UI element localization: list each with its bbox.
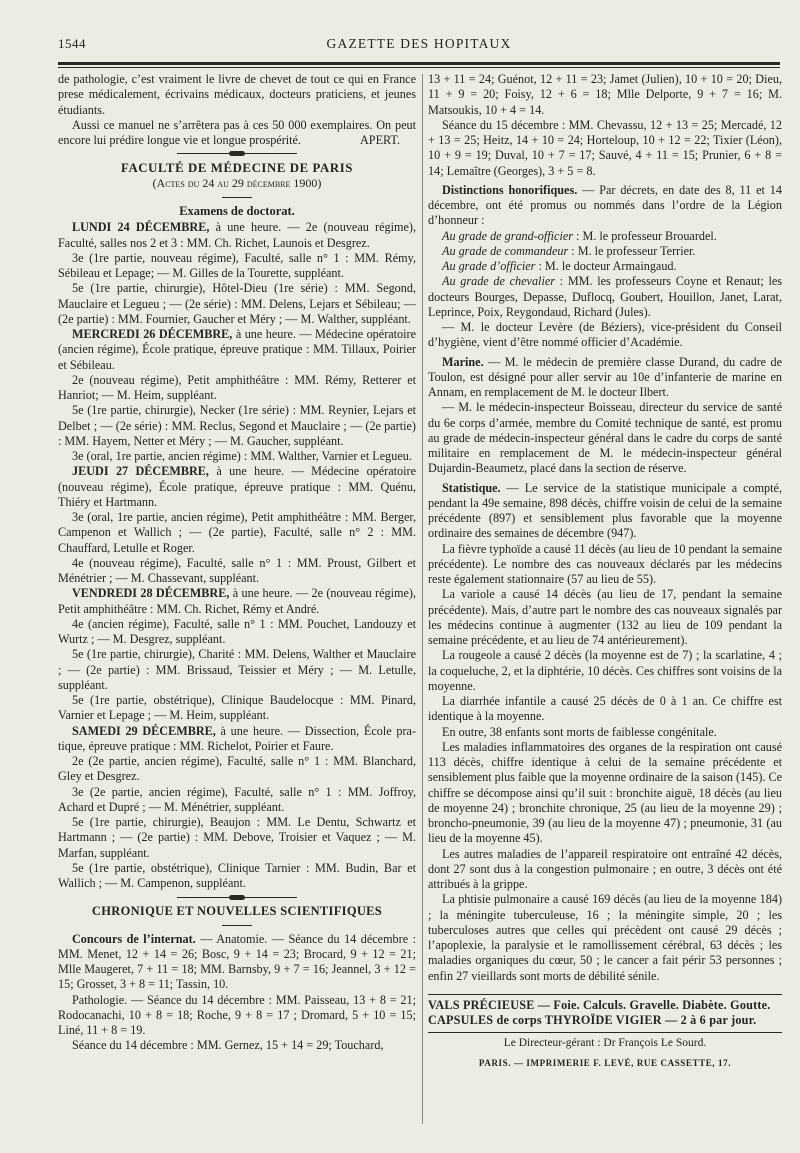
exam-entry: 5e (1re partie, obstétrique), Clinique Tarnier : MM. Budin, Bar et Wallich ; — M. Campenon, suppléant. bbox=[58, 860, 416, 890]
news-heading: Concours de l’internat. bbox=[72, 931, 196, 946]
advertisement-vals: VALS PRÉCIEUSE — Foie. Calculs. Gravelle. Diabète. Goutte. bbox=[428, 997, 771, 1012]
paragraph: — M. le docteur Levère (de Béziers), vice-président du Conseil d’hygiène, vient d’être nommé officier d’Académie. bbox=[428, 320, 782, 350]
paragraph: 13 + 11 = 24; Guénot, 12 + 11 = 23; Jamet (Julien), 10 + 10 = 20; Dieu, 11 + 9 = 20; Foisy, 12 + 6 = 18; Mlle Delporte, 9 + 7 = 16; M. Matsoukis, 10 + 4 = 14. bbox=[428, 72, 782, 117]
section-separator bbox=[177, 897, 297, 898]
news-text: — M. le médecin de première classe Durand, du cadre de Toulon, est désigné pour aller servir au 10e d’infanterie de marine en Annam, en remplacement de M. le docteur Ilbert. bbox=[428, 354, 782, 399]
paragraph: La diarrhée infantile a causé 25 décès de 0 à 1 an. Ce chiffre est identique à la moyenne. bbox=[428, 694, 782, 724]
exam-entry: 5e (1re partie, obstétrique), Clinique Baudelocque : MM. Pinard, Varnier et Lepage ; — M. Heim, suppléant. bbox=[58, 693, 416, 723]
honor-line bbox=[428, 259, 782, 274]
honor-line bbox=[428, 244, 782, 259]
faculty-dates: (Actes du 24 au 29 décembre 1900) bbox=[152, 175, 322, 190]
exam-entry: 5e (1re partie, chirurgie), Beaujon : MM. Le Dentu, Schwartz et Hartmann ; — (2e partie) : MM. Debove, Troisier et Vaquez ; — M. Marfan, suppléant. bbox=[58, 815, 416, 860]
news-item bbox=[428, 183, 782, 229]
news-item bbox=[428, 481, 782, 542]
exams-heading: Examens de doctorat. bbox=[179, 204, 295, 218]
honor-line bbox=[428, 229, 782, 244]
entry-text: à une heure. — Dissection, École pratique, épreuve pratique : MM. Richelot, Poirier et Faure. bbox=[58, 723, 416, 753]
short-rule bbox=[222, 197, 252, 198]
paragraph: La variole a causé 14 décès (au lieu de 17, pendant la semaine précédente). Mais, d’autre part le nombre des cas nouveaux signalés par les médecins continue à augmenter (132 au lieu de 109 pendant la semaine précédente, et au lieu de 74 antérieurement). bbox=[428, 587, 782, 647]
paragraph: — M. le médecin-inspecteur Boisseau, directeur du service de santé du 6e corps d’armée, membre du Comité technique de santé, est promu au grade de médecin-inspecteur général dans le cadre du corps de santé militaire en remplacement de M. le médecin-inspecteur général Dujardin-Beaumetz, placé dans la section de réserve. bbox=[428, 400, 782, 476]
honor-line bbox=[428, 274, 782, 320]
grade-label: Au grade d’officier bbox=[442, 259, 536, 273]
header-rule-thick bbox=[58, 62, 780, 65]
news-heading: Marine. bbox=[442, 354, 484, 369]
news-heading: Distinctions honorifiques. bbox=[442, 182, 578, 197]
grade-label: Au grade de grand-officier bbox=[442, 228, 573, 243]
exam-entry: 2e (2e partie, ancien régime), Faculté, salle n° 1 : MM. Blanchard, Gley et Desgrez. bbox=[58, 754, 416, 784]
entry-text: à une heure. — 2e (nouveau régime), Faculté, salles nos 2 et 3 : MM. Ch. Richet, Launois et Desgrez. bbox=[58, 220, 416, 250]
left-column bbox=[58, 72, 416, 1054]
paragraph: La rougeole a causé 2 décès (la moyenne est de 7) ; la scarlatine, 4 ; la coqueluche, 2, et la diphtérie, 10 décès. Ces chiffres sont voisins de la moyenne. bbox=[428, 648, 782, 693]
day-heading: VENDREDI 28 DÉCEMBRE, bbox=[72, 586, 230, 601]
short-rule bbox=[222, 925, 252, 926]
section-separator bbox=[177, 153, 297, 154]
paragraph: Aussi ce manuel ne s’arrêtera pas à ces 50 000 exemplaires. On peut encore lui prédire longue vie et longue prospérité. bbox=[58, 117, 416, 147]
exam-entry bbox=[58, 220, 416, 251]
grade-text: : MM. les professeurs Coyne et Renaut; les docteurs Bourges, Depasse, Duflocq, Goubert, Houillon, Janet, Larat, Leprince, Poix, Reygondaud, Richard (Jules). bbox=[428, 274, 782, 319]
news-item bbox=[58, 932, 416, 993]
news-text: — Anatomie. — Séance du 14 décembre : MM. Menet, 12 + 14 = 26; Bosc, 9 + 14 = 23; Brocard, 9 + 12 = 21; Mlle Maugeret, 7 + 11 = 18; MM. Barnsby, 9 + 7 = 16; Jeannel, 3 + 12 = 15; Grosset, 3 + 8 = 11; Tassin, 10. bbox=[58, 931, 416, 992]
grade-text: : M. le docteur Armaingaud. bbox=[535, 259, 677, 273]
exam-entry: 3e (oral, 1re partie, ancien régime), Petit amphithéâtre : MM. Berger, Campenon et Wallich ; — (2e partie), Faculté, salle n° 2 : MM. Chauffard, Letulle et Roger. bbox=[58, 510, 416, 555]
exam-entry: 3e (2e partie, ancien régime), Faculté, salle n° 1 : MM. Joffroy, Achard et Dupré ; — M. Ménétrier, suppléant. bbox=[58, 784, 416, 814]
exam-entry: 3e (1re partie, nouveau régime), Faculté, salle n° 1 : MM. Rémy, Sébileau et Lepage; — M. Gilles de la Tourette, suppléant. bbox=[58, 250, 416, 280]
paragraph: Les maladies inflammatoires des organes de la respiration ont causé 113 décès, chiffre identique à celui de la semaine précédente et sensiblement plus faible que la moyenne ordinaire de la saison (145). Ce chiffre se décompose ainsi qu’il suit : bronchite aiguë, 18 décès (au lieu de moyenne 24) ; bronchite chronique, 25 (au lieu de la moyenne 29) ; broncho-pneumonie, 39 (au lieu de la moyenne 47) ; pneumonie, 31 (au lieu de la moyenne 45). bbox=[428, 739, 783, 846]
printer-imprint: PARIS. — IMPRIMERIE F. LEVÉ, RUE CASSETTE, 17. bbox=[478, 1057, 732, 1068]
paragraph: de pathologie, c’est vraiment le livre de chevet de tout ce qui en France prese médicalement, écrivains médicaux, docteurs praticiens, et jeunes étudiants. bbox=[58, 72, 416, 117]
column-divider bbox=[422, 74, 423, 1124]
entry-text: à une heure. — 2e (nouveau régime), Petit amphithéâtre : MM. Ch. Richet, Rémy et André. bbox=[58, 586, 416, 616]
day-heading: MERCREDI 26 DÉCEMBRE, bbox=[72, 327, 233, 341]
exam-entry: 4e (nouveau régime), Faculté, salle n° 1 : MM. Proust, Gilbert et Ménétrier ; — M. Chassevant, suppléant. bbox=[58, 555, 416, 585]
news-heading: Statistique. bbox=[442, 480, 501, 495]
news-item: Pathologie. — Séance du 14 décembre : MM. Paisseau, 13 + 8 = 21; Rodocanachi, 10 + 8 = 18; Roche, 9 + 8 = 17 ; Dromard, 5 + 10 = 15; Liné, 11 + 8 = 19. bbox=[58, 992, 416, 1037]
exam-entry: 2e (nouveau régime), Petit amphithéâtre : MM. Rémy, Retterer et Hanriot; — M. Heim, suppléant. bbox=[58, 372, 416, 402]
page-header bbox=[58, 36, 780, 58]
grade-text: : M. le professeur Brouardel. bbox=[573, 228, 717, 243]
author-signature: APERT. bbox=[359, 133, 400, 148]
entry-text: à une heure. — Médecine opératoire (nouveau régime), École pratique, épreuve pratique : MM. Quénu, Thiéry et Hartmann. bbox=[58, 464, 416, 509]
journal-title: GAZETTE DES HOPITAUX bbox=[326, 36, 512, 51]
ad-rule bbox=[428, 994, 782, 995]
chronicle-heading: CHRONIQUE ET NOUVELLES SCIENTIFIQUES bbox=[91, 904, 383, 919]
day-heading: JEUDI 27 DÉCEMBRE, bbox=[72, 464, 209, 479]
paragraph: La phtisie pulmonaire a causé 169 décès (au lieu de la moyenne 184) ; la méningite tuberculeuse, 16 ; la méningite simple, 20 ; les tuberculoses autres que celles qui précèdent ont causé 29 décès ; l’apoplexie, la paralysie et le ramollissement cérébral, 63 décès ; les maladies organiques du cœur, 50 ; le cancer a fait périr 53 personnes ; enfin 27 vieillards sont morts de débilité sénile. bbox=[428, 892, 782, 983]
paragraph: Les autres maladies de l’appareil respiratoire ont entraîné 42 décès, dont 27 sont dus à la congestion pulmonaire ; en outre, 3 décès ont été attribués à la grippe. bbox=[428, 846, 782, 891]
page-number: 1544 bbox=[58, 36, 86, 51]
exam-entry: 3e (oral, 1re partie, ancien régime) : MM. Walther, Varnier et Legueu. bbox=[72, 449, 412, 463]
grade-label: Au grade de chevalier bbox=[442, 274, 555, 289]
paragraph: Séance du 15 décembre : MM. Chevassu, 12 + 13 = 25; Mercadé, 12 + 13 = 25; Heitz, 14 + 10 = 24; Horteloup, 10 + 12 = 22; Tixier (Léon), 10 + 9 = 19; Duval, 10 + 7 = 17; Sauvé, 4 + 11 = 15; Prunier, 6 + 8 = 14; Lemaître (Georges), 3 + 5 = 8. bbox=[428, 117, 782, 178]
day-heading: SAMEDI 29 DÉCEMBRE, bbox=[72, 723, 216, 738]
faculty-heading: FACULTÉ DE MÉDECINE DE PARIS bbox=[120, 160, 353, 175]
news-text: — Le service de la statistique municipale a compté, pendant la 49e semaine, 898 décès, chiffre voisin de celui de la semaine précédente (897) et sensiblement plus favorable que la moyenne ordinaire des semaines de décembre (947). bbox=[428, 480, 782, 541]
exam-entry bbox=[58, 327, 416, 373]
exam-entry: 4e (ancien régime), Faculté, salle n° 1 : MM. Pouchet, Landouzy et Wurtz ; — M. Desgrez, suppléant. bbox=[58, 616, 416, 646]
paragraph: La fièvre typhoïde a causé 11 décès (au lieu de 10 pendant la semaine précédente). Le nombre des cas nouveaux déclarés par les médecins reste également stationnaire (57 au lieu de 55). bbox=[428, 541, 782, 586]
grade-text: : M. le professeur Terrier. bbox=[568, 243, 696, 258]
exam-entry: 5e (1re partie, chirurgie), Necker (1re série) : MM. Reynier, Lejars et Delbet ; — (2e série) : MM. Reclus, Segond et Mauclaire ; — (2e partie) : MM. Hayem, Netter et Méry ; — M. Gaucher, suppléant. bbox=[58, 403, 416, 448]
right-column bbox=[428, 72, 782, 1071]
advertisement-capsules: CAPSULES de corps THYROÏDE VIGIER — 2 à 6 par jour. bbox=[428, 1013, 757, 1027]
exam-entry bbox=[58, 586, 416, 617]
exam-entry bbox=[58, 724, 416, 755]
exam-entry: 5e (1re partie, chirurgie), Charité : MM. Delens, Walther et Mauclaire ; — (2e partie) : MM. Brissaud, Teissier et Méry ; — M. Letulle, suppléant. bbox=[58, 647, 416, 692]
exam-entry bbox=[58, 464, 416, 510]
news-item bbox=[428, 355, 782, 401]
header-rule-thin bbox=[58, 67, 780, 68]
news-text: — Par décrets, en date des 8, 11 et 14 décembre, ont été promus ou nommés dans l’ordre de la Légion d’honneur : bbox=[428, 182, 782, 228]
grade-label: Au grade de commandeur bbox=[442, 243, 569, 258]
day-heading: LUNDI 24 DÉCEMBRE, bbox=[72, 220, 210, 235]
exam-entry: 5e (1re partie, chirurgie), Hôtel-Dieu (1re série) : MM. Segond, Mauclaire et Legueu ; — (2e série) : MM. Delens, Lejars et Sébileau; — (2e partie) : MM. Fournier, Gaucher et Méry ; — M. Walther, suppléant. bbox=[58, 281, 416, 326]
paragraph: En outre, 38 enfants sont morts de faiblesse congénitale. bbox=[442, 724, 717, 739]
director-line: Le Directeur-gérant : Dr François Le Sourd. bbox=[503, 1037, 707, 1050]
footer-rule bbox=[428, 1032, 782, 1033]
entry-text: à une heure. — Médecine opératoire (ancien régime), École pratique, épreuve pratique : MM. Tillaux, Poirier et Sébileau. bbox=[58, 327, 416, 372]
news-item: Séance du 14 décembre : MM. Gernez, 15 + 14 = 29; Touchard, bbox=[72, 1038, 384, 1053]
